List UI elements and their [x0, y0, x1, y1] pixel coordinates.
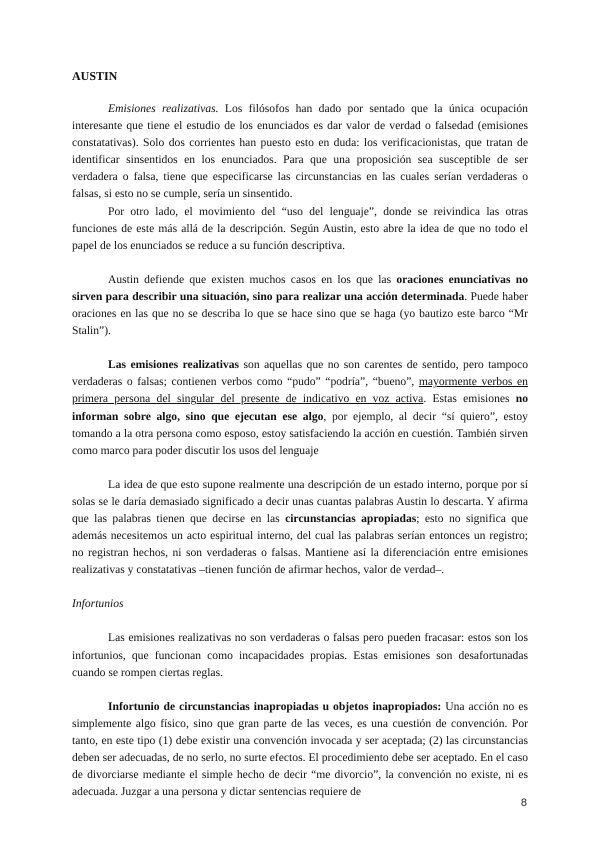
- bold-phrase: circunstancias apropiadas: [285, 511, 417, 525]
- page-number: 8: [520, 797, 527, 809]
- bold-term: Las emisiones realizativas: [108, 358, 240, 372]
- page-content: [72, 68, 528, 800]
- bold-phrase: oraciones enunciativas no sirven para describir una situación, sino para realizar una acción determinada: [72, 272, 528, 303]
- bold-phrase: no informan sobre algo, sino que ejecutan ese algo: [72, 392, 528, 423]
- paragraph-lead: Emisiones realizativas.: [108, 102, 219, 115]
- paragraph-infortunios: Las emisiones realizativas no son verdaderas o falsas pero pueden fracasar: estos son los infortunios, que funcionan como incapacidades propias. Estas emisiones son desafortunadas cuando se rompen ciertas reglas.: [72, 631, 528, 679]
- bold-heading: Infortunio de circunstancias inapropiadas u objetos inapropiados:: [108, 699, 442, 713]
- paragraph-emisiones: Emisiones realizativas. Los filósofos han dado por sentado que la única ocupación interesante que tiene el estudio de los enunciados es dar valor de verdad o falsedad (emisiones constatativas). Solo dos corrientes han puesto esto en duda: los verificacionistas, que tratan de identificar sinsentidos en los enunciados. Para que una proposición sea susceptible de ser verdadera o falsa, tiene que especificarse las circunstancias en las cuales serían verdaderas o falsas, si esto no se cumple, sería un sinsentido.: [72, 102, 528, 201]
- paragraph-uso-lenguaje: Por otro lado, el movimiento del “uso del lenguaje”, donde se reivindica las otras funciones de este más allá de la descripción. Según Austin, esto abre la idea de que no todo el papel de los enunciados se reduce a su función descriptiva.: [72, 204, 528, 252]
- underlined-phrase: mayormente verbos en primera persona del singular del presente de indicativo en voz activa: [72, 375, 528, 406]
- paragraph-austin-defiende: Austin defiende que existen muchos casos en los que las oraciones enunciativas no sirven para describir una situación, sino para realizar una acción determinada. Puede haber oraciones en las que no se describa lo que se hace sino que se haga (yo bautizo este barco “Mr Stalin”).: [72, 272, 529, 338]
- subsection-title: Infortunios: [72, 597, 124, 611]
- paragraph-circunstancias: Infortunio de circunstancias inapropiadas u objetos inapropiados: Una acción no es simplemente algo físico, sino que gran parte de las veces, es una cuestión de convención. Por tanto, en este tipo (1) debe existir una convención invocada y ser aceptada; (2) las circunstancias deben ser adecuadas, de no serlo, no surte efectos. El procedimiento debe ser aceptado. En el caso de divorciarse mediante el simple hecho de decir “me divorcio”, la convención no existe, ni es adecuada. Juzgar a una persona y dictar sentencias requiere de: [72, 699, 528, 799]
- paragraph-estado-interno: La idea de que esto supone realmente una descripción de un estado interno, porque por sí solas se le daría demasiado significado a decir unas cuantas palabras Austin lo descarta. Y afirma que las palabras tienen que decirse en las circunstancias apropiadas; esto no significa que además necesitemos un acto espiritual interno, del cual las palabras serían entonces un registro; no registran hechos, ni son verdaderas o falsas. Mantiene así la diferenciación entre emisiones realizativas y constatativas –tienen función de afirmar hechos, valor de verdad–.: [72, 477, 528, 577]
- section-title: AUSTIN: [72, 69, 118, 83]
- paragraph-emisiones-realizativas: Las emisiones realizativas son aquellas que no son carentes de sentido, pero tampoco verdaderas o falsas; contienen verbos como “pudo” “podría”, “bueno”, mayormente verbos en primera persona del singular del presente de indicativo en voz activa. Estas emisiones no informan sobre algo, sino que ejecutan ese algo, por ejemplo, al decir “sí quiero”, estoy tomando a la otra persona como esposo, estoy satisfaciendo la acción en cuestión. También sirven como marco para poder discutir los usos del lenguaje: [72, 358, 529, 457]
